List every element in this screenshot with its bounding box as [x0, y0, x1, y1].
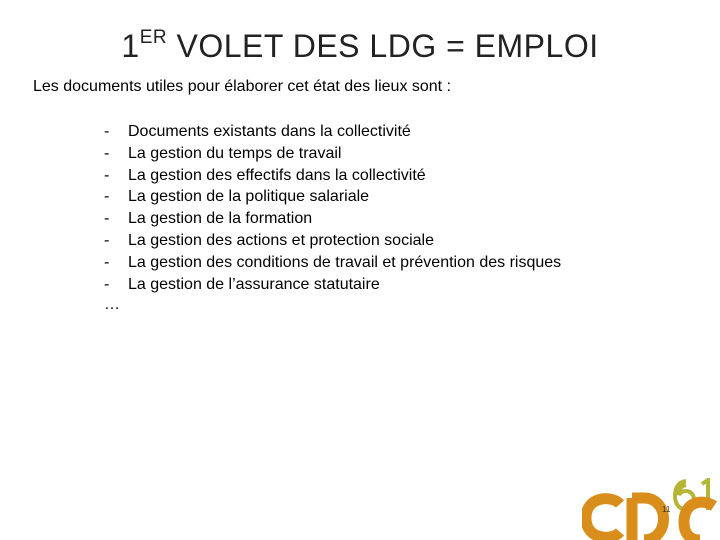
- list-item: [104, 143, 561, 165]
- list-item-text: La gestion des conditions de travail et prévention des risques: [128, 253, 562, 271]
- list-bullet: -: [104, 253, 110, 271]
- list-bullet: -: [104, 123, 110, 140]
- list-bullet: -: [104, 210, 110, 228]
- list-item: [104, 121, 561, 143]
- title-prefix: 1: [121, 28, 140, 64]
- list-item: [104, 230, 561, 252]
- list-item: [104, 208, 561, 230]
- list-item-text: La gestion de la formation: [128, 210, 313, 228]
- list-item-text: La gestion des effectifs dans la collectivité: [128, 166, 426, 184]
- list-item: [104, 186, 561, 208]
- list-bullet: -: [104, 231, 110, 249]
- cdg-logo-graphic: [582, 478, 720, 540]
- list-bullet: -: [104, 275, 110, 293]
- title-rest: VOLET DES LDG = EMPLOI: [167, 28, 599, 64]
- list-item-text: Documents existants dans la collectivité: [128, 123, 411, 140]
- list-bullet: -: [104, 188, 110, 206]
- list-item: [104, 252, 561, 274]
- list-item-text: La gestion du temps de travail: [128, 144, 342, 162]
- list-bullet: -: [104, 166, 110, 184]
- title-superscript: ER: [139, 27, 168, 49]
- list-item: [104, 274, 561, 296]
- cdg-logo: [582, 478, 720, 540]
- list-item-text: La gestion de la politique salariale: [128, 188, 370, 206]
- list-item-text: La gestion des actions et protection sociale: [128, 231, 434, 249]
- list-item-text: La gestion de l’assurance statutaire: [128, 275, 380, 293]
- list-bullet: -: [104, 144, 110, 162]
- list-item: [104, 165, 561, 187]
- page-number: 11: [662, 505, 671, 514]
- list-ellipsis: …: [104, 296, 120, 313]
- intro-text: Les documents utiles pour élaborer cet état des lieux sont :: [33, 78, 452, 95]
- documents-list: [104, 121, 561, 295]
- slide-title: [0, 28, 720, 65]
